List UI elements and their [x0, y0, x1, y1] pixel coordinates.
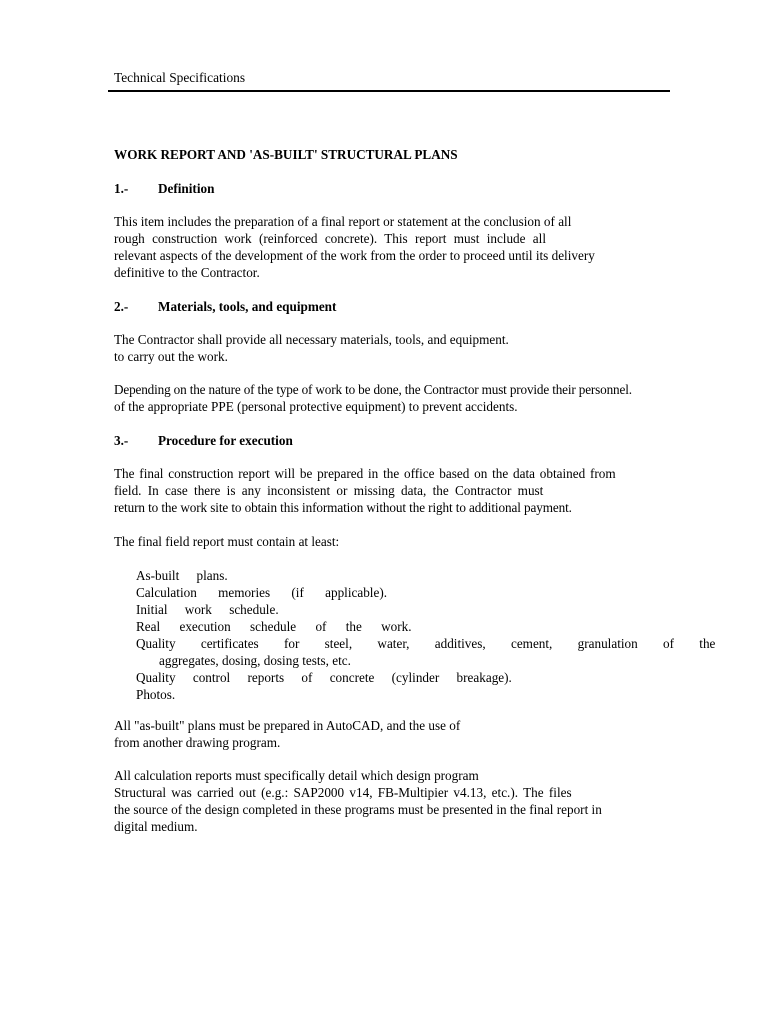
section-number: 1.- — [114, 181, 129, 196]
calculation-reports-paragraph — [114, 767, 688, 835]
paragraph-line: All "as-built" plans must be prepared in AutoCAD, and the use of — [114, 718, 461, 733]
list-item: Photos. — [136, 687, 176, 702]
list-item-continuation: aggregates, dosing, dosing tests, etc. — [159, 653, 351, 668]
paragraph-line: definitive to the Contractor. — [114, 265, 260, 280]
section-title: Materials, tools, and equipment — [158, 299, 337, 314]
paragraph-line: The Contractor shall provide all necessary materials, tools, and equipment. — [114, 332, 509, 347]
paragraph-line: to carry out the work. — [114, 349, 228, 364]
section-number: 2.- — [114, 299, 129, 314]
paragraph-line: This item includes the preparation of a final report or statement at the conclusion of all — [114, 214, 572, 229]
paragraph-line: Depending on the nature of the type of work to be done, the Contractor must provide their personnel. — [114, 382, 632, 397]
autocad-paragraph — [114, 717, 688, 751]
paragraph-line: digital medium. — [114, 819, 198, 834]
report-contents-list — [136, 567, 716, 703]
paragraph-line: The final construction report will be prepared in the office based on the data obtained from — [114, 466, 616, 481]
section-title: Procedure for execution — [158, 433, 293, 448]
section-2-paragraph-1 — [114, 331, 688, 365]
list-intro: The final field report must contain at least: — [114, 534, 340, 549]
paragraph-line: the source of the design completed in these programs must be presented in the final report in — [114, 802, 602, 817]
section-1-heading — [114, 180, 214, 197]
section-3-heading — [114, 432, 293, 449]
section-1-paragraph — [114, 213, 688, 281]
section-3-paragraph — [114, 465, 688, 516]
paragraph-line: return to the work site to obtain this information without the right to additional payment. — [114, 500, 572, 515]
paragraph-line: All calculation reports must specifically detail which design program — [114, 768, 479, 783]
list-item: Initial work schedule. — [136, 602, 279, 617]
list-item: As-built plans. — [136, 568, 228, 583]
header-divider — [108, 90, 670, 92]
paragraph-line: Structural was carried out (e.g.: SAP2000 v14, FB-Multipier v4.13, etc.). The files — [114, 785, 572, 800]
paragraph-line: field. In case there is any inconsistent or missing data, the Contractor must — [114, 483, 544, 498]
running-header: Technical Specifications — [114, 70, 246, 85]
section-number: 3.- — [114, 433, 129, 448]
list-item: Quality certificates for steel, water, additives, cement, granulation of the — [136, 636, 716, 651]
list-item: Calculation memories (if applicable). — [136, 585, 388, 600]
section-title: Definition — [158, 181, 215, 196]
paragraph-line: relevant aspects of the development of the work from the order to proceed until its delivery — [114, 248, 595, 263]
section-2-heading — [114, 298, 336, 315]
paragraph-line: of the appropriate PPE (personal protective equipment) to prevent accidents. — [114, 399, 518, 414]
paragraph-line: rough construction work (reinforced concrete). This report must include all — [114, 231, 546, 246]
list-item: Quality control reports of concrete (cylinder breakage). — [136, 670, 512, 685]
list-item: Real execution schedule of the work. — [136, 619, 412, 634]
document-title: WORK REPORT AND 'AS-BUILT' STRUCTURAL PLANS — [114, 147, 458, 162]
section-2-paragraph-2 — [114, 381, 688, 415]
paragraph-line: from another drawing program. — [114, 735, 281, 750]
